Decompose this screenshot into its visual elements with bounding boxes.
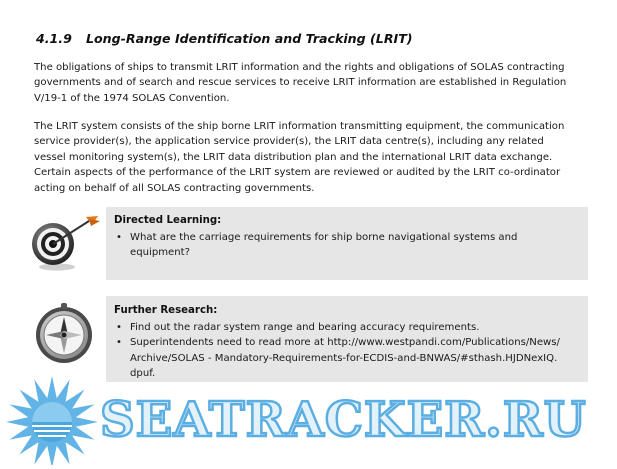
section-heading xyxy=(36,31,606,46)
section-title: Long-Range Identification and Tracking (LRIT) xyxy=(86,31,413,46)
list-item xyxy=(106,320,576,335)
compass-icon xyxy=(30,299,98,367)
paragraph-line: service provider(s), the application service provider(s), the LRIT data centre(s), including any related xyxy=(34,136,544,148)
bullet-icon: • xyxy=(116,337,122,349)
paragraph-line: V/19-1 of the 1974 SOLAS Convention. xyxy=(34,92,230,104)
list-item-line: dpuf. xyxy=(130,368,156,380)
list-item-line: What are the carriage requirements for ship borne navigational systems and xyxy=(130,232,518,243)
list-item xyxy=(106,230,576,261)
section-number: 4.1.9 xyxy=(36,31,72,46)
paragraph-line: Certain aspects of the performance of the LRIT system are reviewed or audited by the LRIT co-ordinator xyxy=(34,167,561,179)
paragraph-line: The LRIT system consists of the ship borne LRIT information transmitting equipment, the communication xyxy=(34,121,565,132)
paragraph-line: vessel monitoring system(s), the LRIT data distribution plan and the international LRIT data exchange. xyxy=(34,151,553,163)
directed-learning-title: Directed Learning: xyxy=(114,215,222,226)
bullet-icon: • xyxy=(116,322,122,333)
directed-learning-box xyxy=(106,207,588,280)
bullet-icon: • xyxy=(116,232,122,243)
list-item-line: Find out the radar system range and bearing accuracy requirements. xyxy=(130,322,480,333)
list-item-line: equipment? xyxy=(130,247,190,259)
watermark-text: SEATRACKER.RU xyxy=(100,392,587,448)
further-research-title: Further Research: xyxy=(114,305,218,316)
paragraph-line: governments and of search and rescue services to receive LRIT information are established in Regulation xyxy=(34,77,567,89)
directed-learning-list xyxy=(106,230,576,261)
paragraph-obligations xyxy=(34,60,604,106)
target-icon xyxy=(28,213,104,273)
list-item-line: Archive/SOLAS - Mandatory-Requirements-for-ECDIS-and-BNWAS/#sthash.HJDNexIQ. xyxy=(130,352,558,364)
paragraph-line: The obligations of ships to transmit LRIT information and the rights and obligations of SOLAS contracting xyxy=(34,62,565,73)
paragraph-lrit-system xyxy=(34,119,604,196)
list-item-line: Superintendents need to read more at http://www.westpandi.com/Publications/News/ xyxy=(130,337,560,349)
paragraph-line: acting on behalf of all SOLAS contracting governments. xyxy=(34,182,315,194)
further-research-box xyxy=(106,296,588,382)
